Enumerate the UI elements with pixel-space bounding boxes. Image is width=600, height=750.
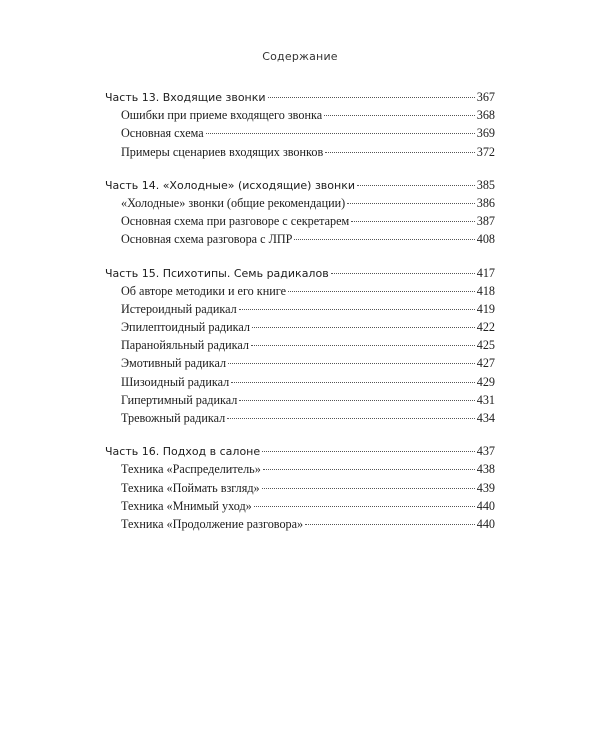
dot-leader	[252, 327, 475, 328]
table-of-contents	[105, 88, 495, 548]
page-number: 439	[476, 480, 495, 495]
entry-title: Основная схема при разговоре с секретарем	[121, 214, 350, 229]
page-number: 425	[476, 338, 495, 353]
page-number: 440	[476, 498, 495, 513]
dot-leader	[239, 309, 475, 310]
dot-leader	[347, 203, 475, 204]
dot-leader	[351, 221, 474, 222]
entry-title: Техника «Мнимый уход»	[121, 498, 252, 513]
toc-part-15	[105, 264, 495, 428]
page-number: 440	[476, 516, 495, 531]
page-number: 369	[476, 126, 495, 141]
toc-part-heading	[105, 88, 495, 106]
entry-title: Техника «Поймать взгляд»	[121, 480, 260, 495]
dot-leader	[325, 152, 475, 153]
entry-title: Основная схема	[121, 126, 204, 141]
toc-entry	[105, 354, 495, 372]
toc-part-14	[105, 176, 495, 249]
toc-part-13	[105, 88, 495, 161]
toc-entry	[105, 391, 495, 409]
page-number: 431	[476, 392, 495, 407]
dot-leader	[357, 185, 475, 186]
page-number: 386	[476, 195, 495, 210]
dot-leader	[262, 451, 475, 452]
dot-leader	[251, 345, 475, 346]
dot-leader	[206, 133, 475, 134]
toc-part-heading	[105, 176, 495, 194]
page-number: 417	[476, 265, 495, 280]
toc-part-heading	[105, 442, 495, 460]
part-title: Часть 14. «Холодные» (исходящие) звонки	[105, 178, 356, 192]
entry-title: Техника «Продолжение разговора»	[121, 516, 304, 531]
dot-leader	[227, 418, 475, 419]
dot-leader	[305, 524, 475, 525]
entry-title: Паранойяльный радикал	[121, 338, 249, 353]
dot-leader	[294, 239, 474, 240]
entry-title: Техника «Распределитель»	[121, 462, 261, 477]
entry-title: Гипертимный радикал	[121, 392, 238, 407]
part-title: Часть 15. Психотипы. Семь радикалов	[105, 266, 329, 280]
dot-leader	[228, 363, 475, 364]
toc-entry	[105, 106, 495, 124]
page-number: 367	[476, 90, 495, 104]
toc-entry	[105, 479, 495, 497]
entry-title: Эпилептоидный радикал	[121, 320, 250, 335]
entry-title: Об авторе методики и его книге	[121, 283, 286, 298]
entry-title: Тревожный радикал	[121, 411, 226, 425]
toc-entry	[105, 409, 495, 427]
toc-entry	[105, 194, 495, 212]
dot-leader	[262, 488, 475, 489]
page-number: 372	[476, 144, 495, 159]
page-number: 437	[476, 444, 495, 459]
page-number: 408	[476, 232, 495, 247]
entry-title: Ошибки при приеме входящего звонка	[121, 108, 323, 123]
toc-entry	[105, 460, 495, 478]
page-number: 422	[476, 320, 495, 335]
toc-entry	[105, 318, 495, 336]
dot-leader	[331, 273, 475, 274]
page-number: 387	[476, 214, 495, 229]
toc-entry	[105, 124, 495, 142]
toc-entry	[105, 515, 495, 533]
running-head: Содержание	[262, 50, 338, 63]
page-number: 427	[476, 356, 495, 371]
page-number: 434	[476, 411, 495, 425]
entry-title: Основная схема разговора с ЛПР	[121, 232, 293, 247]
toc-entry	[105, 373, 495, 391]
dot-leader	[263, 469, 475, 470]
toc-part-heading	[105, 264, 495, 282]
entry-title: Эмотивный радикал	[121, 356, 227, 371]
dot-leader	[324, 115, 475, 116]
part-title: Часть 16. Подход в салоне	[105, 445, 261, 459]
toc-entry	[105, 497, 495, 515]
dot-leader	[231, 382, 475, 383]
part-title: Часть 13. Входящие звонки	[105, 91, 266, 104]
toc-entry	[105, 336, 495, 354]
dot-leader	[288, 291, 475, 292]
dot-leader	[254, 506, 475, 507]
entry-title: Примеры сценариев входящих звонков	[121, 144, 324, 159]
toc-entry	[105, 143, 495, 161]
toc-entry	[105, 212, 495, 230]
entry-title: «Холодные» звонки (общие рекомендации)	[121, 195, 346, 210]
toc-entry	[105, 230, 495, 248]
dot-leader	[239, 400, 474, 401]
toc-entry	[105, 282, 495, 300]
entry-title: Шизоидный радикал	[121, 374, 230, 389]
page-number: 368	[476, 108, 495, 123]
page-number: 419	[476, 301, 495, 316]
page-number: 418	[476, 283, 495, 298]
toc-entry	[105, 300, 495, 318]
toc-part-16	[105, 442, 495, 533]
dot-leader	[268, 97, 475, 98]
page-number: 429	[476, 374, 495, 389]
page-number: 385	[476, 177, 495, 192]
entry-title: Истероидный радикал	[121, 301, 237, 316]
page-number: 438	[476, 462, 495, 477]
